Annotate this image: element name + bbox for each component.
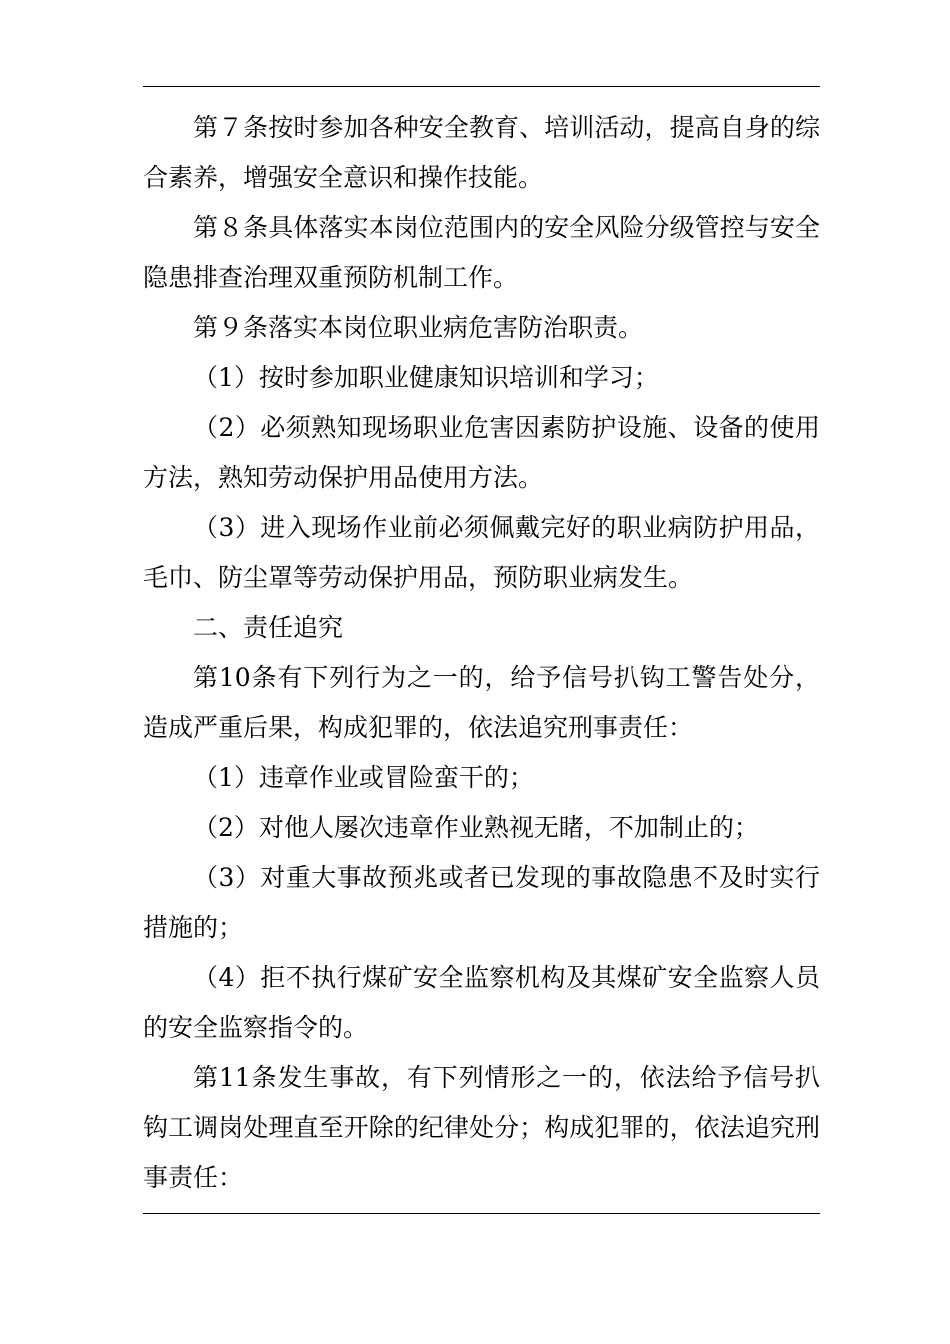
article-7: 第７条按时参加各种安全教育、培训活动，提高自身的综合素养，增强安全意识和操作技能。 <box>143 113 820 192</box>
article-9-item-1: （1）按时参加职业健康知识培训和学习； <box>193 363 659 392</box>
article-11: 第11条发生事故，有下列情形之一的，依法给予信号扒钩工调岗处理直至开除的纪律处分；构成犯罪的，依法追究刑事责任： <box>143 1063 820 1192</box>
article-10-item-1: （1）违章作业或冒险蛮干的； <box>193 763 534 792</box>
article-9-item-2: （2）必须熟知现场职业危害因素防护设施、设备的使用方法，熟知劳动保护用品使用方法。 <box>143 413 820 492</box>
article-9-item-3: （3）进入现场作业前必须佩戴完好的职业病防护用品，毛巾、防尘罩等劳动保护用品，预防职业病发生。 <box>143 513 820 592</box>
article-9: 第９条落实本岗位职业病危害防治职责。 <box>193 313 644 342</box>
footer-rule <box>143 1213 820 1214</box>
article-8: 第８条具体落实本岗位范围内的安全风险分级管控与安全隐患排查治理双重预防机制工作。 <box>143 213 820 292</box>
article-10-item-3: （3）对重大事故预兆或者已发现的事故隐患不及时实行措施的； <box>143 863 820 942</box>
section-heading: 二、责任追究 <box>193 613 344 642</box>
header-rule <box>143 86 820 87</box>
article-10-item-2: （2）对他人屡次违章作业熟视无睹，不加制止的； <box>193 813 759 842</box>
article-10-item-4: （4）拒不执行煤矿安全监察机构及其煤矿安全监察人员的安全监察指令的。 <box>143 963 820 1042</box>
article-10: 第10条有下列行为之一的，给予信号扒钩工警告处分，造成严重后果，构成犯罪的，依法追究刑事责任： <box>143 663 820 742</box>
document-body <box>143 103 820 1203</box>
